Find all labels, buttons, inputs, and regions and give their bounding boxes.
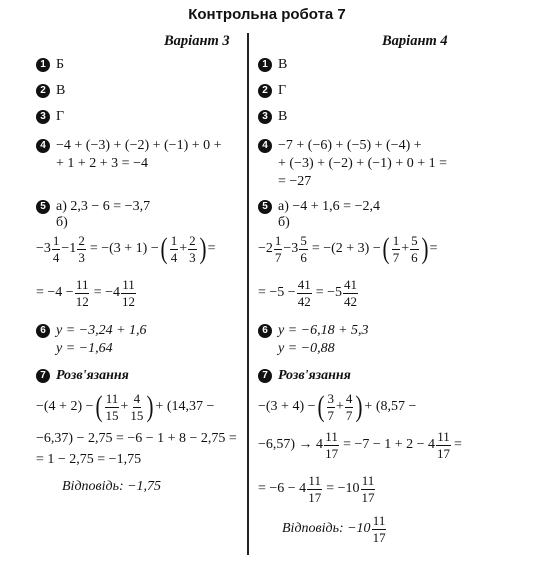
- v3-answer-7-line1: [36, 390, 214, 424]
- variant-4-column: [250, 0, 512, 564]
- expr-part: = −(3 + 1) −: [89, 241, 159, 256]
- fraction: 11 17: [372, 512, 386, 545]
- left-paren: (: [160, 232, 168, 265]
- v4-answer-7-line2: [258, 428, 462, 462]
- fraction: $\frac{41}{42}$: [297, 276, 311, 309]
- fraction: $\frac{2}{3}$: [78, 232, 85, 265]
- v4-answer-6-text: y = −6,18 + 5,3: [278, 323, 369, 338]
- task-number-6: 6: [36, 324, 50, 338]
- expr-part: = −10: [326, 481, 360, 496]
- variant-3-heading: Варіант 3: [164, 33, 230, 49]
- v4-answer-5a: [258, 198, 380, 216]
- v3-final-answer: Відповідь: −1,75: [62, 479, 162, 494]
- v3-answer-3-text: Г: [56, 109, 65, 124]
- task-number-7: 7: [258, 369, 272, 383]
- v3-answer-4-line1: −4 + (−3) + (−2) + (−1) + 0 +: [56, 138, 222, 153]
- v4-answer-4-line3: = −27: [278, 174, 312, 189]
- v3-answer-5a-text: а) 2,3 − 6 = −3,7: [56, 199, 151, 214]
- expr-part: −(4 + 2) −: [36, 399, 94, 414]
- v4-answer-1-text: В: [278, 57, 288, 72]
- expr-part: Відповідь: −10: [282, 521, 371, 536]
- expr-part: −1: [61, 241, 77, 256]
- v4-answer-4: [258, 137, 422, 155]
- v3-answer-4-line2: + 1 + 2 + 3 = −4: [56, 156, 148, 171]
- v4-answer-1: [258, 56, 287, 74]
- left-paren: (: [95, 390, 103, 423]
- fraction: 1 4: [52, 232, 60, 265]
- v4-answer-7-line3: [258, 472, 376, 506]
- expr-part: −(3 + 4) −: [258, 399, 316, 414]
- fraction: $\frac{11}{17}$: [437, 428, 451, 461]
- solution-label: Розв'язання: [56, 368, 129, 383]
- right-paren: ): [421, 232, 429, 265]
- task-number-1: 1: [36, 58, 50, 72]
- v4-answer-7-line1: [258, 390, 416, 424]
- expr-part: −3: [36, 241, 51, 256]
- v4-answer-3: [258, 108, 287, 126]
- expr-part: +: [336, 399, 344, 414]
- fraction: $\frac{5}{6}$: [411, 232, 418, 265]
- v3-answer-5a: [36, 198, 150, 216]
- task-number-2: 2: [258, 84, 272, 98]
- expr-part: =: [454, 437, 462, 452]
- task-number-4: 4: [258, 139, 272, 153]
- page-title: Контрольна робота 7: [188, 6, 346, 23]
- right-paren: ): [199, 232, 207, 265]
- fraction: 1 7: [274, 232, 282, 265]
- v4-final-answer: [282, 512, 388, 546]
- v4-answer-4-line1: −7 + (−6) + (−5) + (−4) +: [278, 138, 422, 153]
- expr-part: = −(2 + 3) −: [311, 241, 381, 256]
- task-number-4: 4: [36, 139, 50, 153]
- task-number-7: 7: [36, 369, 50, 383]
- fraction: $\frac{11}{17}$: [308, 472, 322, 505]
- v3-answer-6-line2: y = −1,64: [56, 341, 113, 356]
- task-number-5: 5: [258, 200, 272, 214]
- v3-answer-7-line2: −6,37) − 2,75 = −6 − 1 + 8 − 2,75 =: [36, 431, 237, 446]
- fraction: 3 7: [327, 390, 335, 423]
- right-paren: ): [355, 390, 363, 423]
- v3-answer-4: [36, 137, 222, 155]
- fraction: $\frac{11}{12}$: [75, 276, 89, 309]
- v4-answer-2-text: Г: [278, 83, 287, 98]
- v3-answer-5b-line2: [36, 276, 137, 310]
- task-number-1: 1: [258, 58, 272, 72]
- v3-answer-2-text: В: [56, 83, 66, 98]
- fraction: $\frac{4}{15}$: [130, 390, 144, 423]
- task-number-6: 6: [258, 324, 272, 338]
- expr-part: =: [429, 241, 438, 256]
- v3-answer-1: [36, 56, 64, 74]
- expr-part: = −4: [93, 285, 120, 300]
- left-paren: (: [317, 390, 325, 423]
- fraction: 1 4: [170, 232, 178, 265]
- task-number-3: 3: [258, 110, 272, 124]
- task-number-3: 3: [36, 110, 50, 124]
- expr-part: +: [179, 241, 188, 256]
- expr-part: = −4 −: [36, 285, 74, 300]
- expr-part: −6,57) → 4: [258, 437, 324, 452]
- expr-part: + (14,37 −: [155, 399, 215, 414]
- expr-part: −2: [258, 241, 273, 256]
- v3-answer-7-label: [36, 367, 129, 385]
- v4-answer-3-text: В: [278, 109, 288, 124]
- v3-answer-2: [36, 82, 65, 100]
- solution-label: Розв'язання: [278, 368, 351, 383]
- expr-part: −3: [283, 241, 299, 256]
- expr-part: = −7 − 1 + 2 − 4: [343, 437, 436, 452]
- v3-answer-3: [36, 108, 64, 126]
- v4-answer-5b-label: б): [278, 215, 290, 230]
- v4-answer-4-line2: + (−3) + (−2) + (−1) + 0 + 1 =: [278, 156, 448, 171]
- v4-answer-5a-text: а) −4 + 1,6 = −2,4: [278, 199, 380, 214]
- v3-answer-5b-label: б): [56, 215, 68, 230]
- expr-part: +: [401, 241, 410, 256]
- variant-3-column: [0, 0, 262, 564]
- v4-answer-5b-line2: [258, 276, 359, 310]
- v4-answer-6-line1: [258, 322, 369, 340]
- v4-answer-7-label: [258, 367, 351, 385]
- expr-part: +: [120, 399, 129, 414]
- variant-4-heading: Варіант 4: [382, 33, 448, 49]
- right-paren: ): [146, 390, 154, 423]
- expr-part: = −5: [315, 285, 342, 300]
- fraction: $\frac{2}{3}$: [189, 232, 196, 265]
- v4-answer-2: [258, 82, 286, 100]
- fraction: $\frac{4}{7}$: [345, 390, 353, 423]
- expr-part: + (8,57 −: [364, 399, 417, 414]
- expr-part: = −6 − 4: [258, 481, 307, 496]
- fraction: 11 17: [361, 472, 375, 505]
- task-number-5: 5: [36, 200, 50, 214]
- left-paren: (: [382, 232, 390, 265]
- task-number-2: 2: [36, 84, 50, 98]
- fraction: $\frac{5}{6}$: [300, 232, 307, 265]
- v3-answer-6-text: y = −3,24 + 1,6: [56, 323, 147, 338]
- v3-answer-5b-line1: [36, 232, 216, 266]
- fraction: 11 15: [105, 390, 119, 423]
- v3-answer-6-line1: [36, 322, 147, 340]
- v3-answer-1-text: Б: [56, 57, 65, 72]
- fraction: 1 7: [392, 232, 400, 265]
- fraction: $\frac{11}{17}$: [325, 428, 339, 461]
- v4-answer-6-line2: y = −0,88: [278, 341, 335, 356]
- fraction: 41 42: [343, 276, 357, 309]
- v4-answer-5b-line1: [258, 232, 438, 266]
- expr-part: = −5 −: [258, 285, 296, 300]
- fraction: 11 12: [121, 276, 135, 309]
- v3-answer-7-line3: = 1 − 2,75 = −1,75: [36, 452, 142, 467]
- expr-part: =: [207, 241, 216, 256]
